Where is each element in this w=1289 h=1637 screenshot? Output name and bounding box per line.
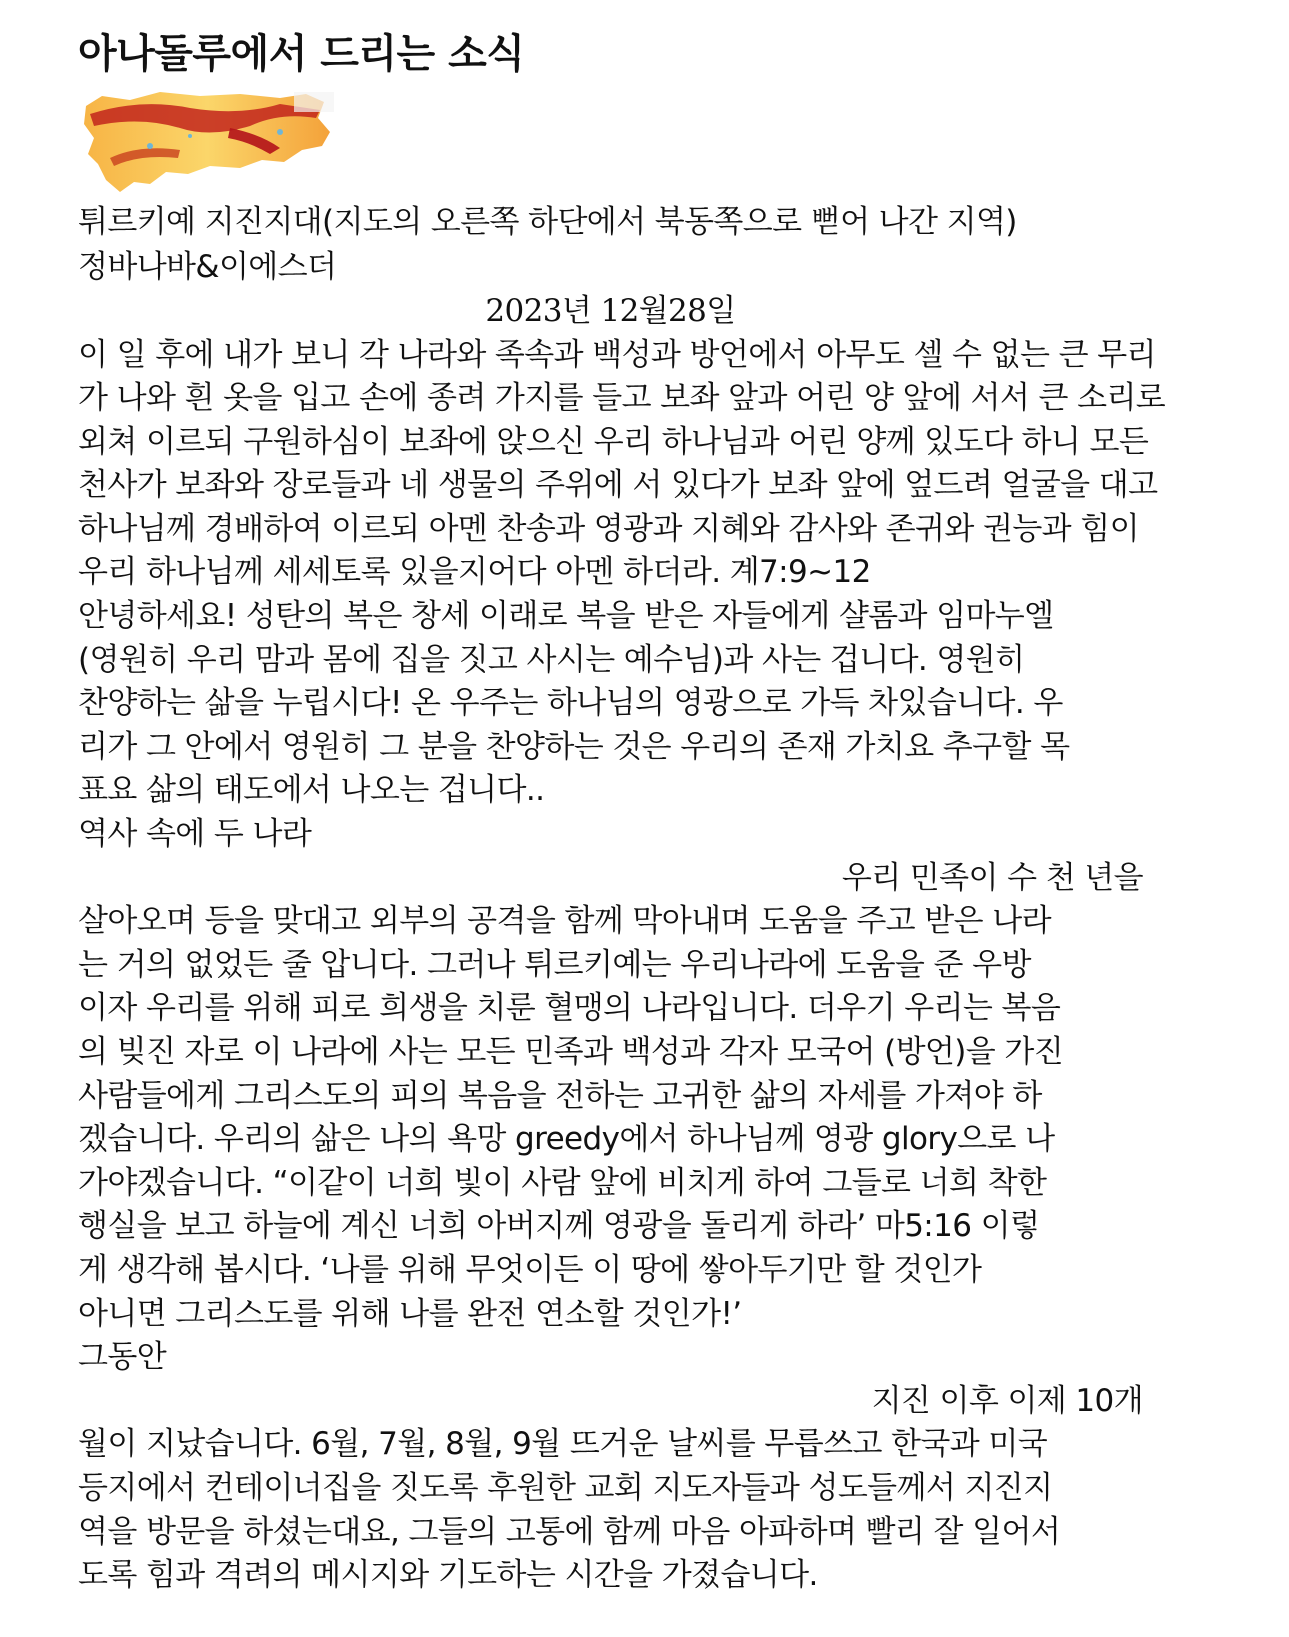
greeting-line: (영원히 우리 맘과 몸에 집을 짓고 사시는 예수님)과 사는 겁니다. 영원히 bbox=[78, 641, 1025, 678]
section-heading: 그동안 bbox=[78, 1339, 167, 1376]
section-line: 게 생각해 봅시다. ‘나를 위해 무엇이든 이 땅에 쌓아두기만 할 것인가 bbox=[78, 1251, 982, 1288]
section-line: 이자 우리를 위해 피로 희생을 치룬 혈맹의 나라입니다. 더우기 우리는 복음 bbox=[78, 990, 1061, 1027]
authors: 정바나바&이에스더 bbox=[78, 248, 337, 285]
section-line: 월이 지났습니다. 6월, 7월, 8월, 9월 뜨거운 날씨를 무릅쓰고 한국과 미국 bbox=[78, 1426, 1048, 1463]
scripture-passage bbox=[78, 334, 1213, 596]
turkey-seismic-map bbox=[80, 88, 338, 198]
section-history bbox=[78, 813, 1213, 1336]
section-line: 겠습니다. 우리의 삶은 나의 욕망 greedy에서 하나님께 영광 glory으로 나 bbox=[78, 1121, 1055, 1158]
scripture-line: 우리 하나님께 세세토록 있을지어다 아멘 하더라. 계7:9~12 bbox=[78, 554, 871, 591]
greeting-line: 표요 삶의 태도에서 나오는 겁니다.. bbox=[78, 772, 545, 809]
section-line: 가야겠습니다. “이같이 너희 빛이 사람 앞에 비치게 하여 그들로 너희 착한 bbox=[78, 1164, 1047, 1201]
section-line: 등지에서 컨테이너집을 짓도록 후원한 교회 지도자들과 성도들께서 지진지 bbox=[78, 1469, 1053, 1506]
section-line: 사람들에게 그리스도의 피의 복음을 전하는 고귀한 삶의 자세를 가져야 하 bbox=[78, 1077, 1042, 1114]
greeting-line: 리가 그 안에서 영원히 그 분을 찬양하는 것은 우리의 존재 가치요 추구할 목 bbox=[78, 728, 1070, 765]
scripture-line: 가 나와 흰 옷을 입고 손에 종려 가지를 들고 보좌 앞과 어린 양 앞에 서서 큰 소리로 bbox=[78, 380, 1166, 417]
section-line: 아니면 그리스도를 위해 나를 완전 연소할 것인가!’ bbox=[78, 1295, 742, 1332]
greeting-line: 안녕하세요! 성탄의 복은 창세 이래로 복을 받은 자들에게 샬롬과 임마누엘 bbox=[78, 598, 1054, 635]
scripture-line: 이 일 후에 내가 보니 각 나라와 족속과 백성과 방언에서 아무도 셀 수 없는 큰 무리 bbox=[78, 336, 1156, 373]
section-line-right: 우리 민족이 수 천 년을 bbox=[841, 859, 1143, 896]
scripture-line: 외쳐 이르되 구원하심이 보좌에 앉으신 우리 하나님과 어린 양께 있도다 하니 모든 bbox=[78, 423, 1149, 460]
letter-date: 2023년 12월28일 bbox=[485, 293, 736, 329]
section-line: 살아오며 등을 맞대고 외부의 공격을 함께 막아내며 도움을 주고 받은 나라 bbox=[78, 903, 1051, 940]
greeting-paragraph bbox=[78, 595, 1213, 813]
section-line: 역을 방문을 하셨는대요, 그들의 고통에 함께 마음 아파하며 빨리 잘 일어서 bbox=[78, 1513, 1061, 1550]
section-meantime bbox=[78, 1336, 1213, 1598]
section-line: 의 빚진 자로 이 나라에 사는 모든 민족과 백성과 각자 모국어 (방언)을 가진 bbox=[78, 1034, 1064, 1070]
section-line: 행실을 보고 하늘에 계신 너희 아버지께 영광을 돌리게 하라’ 마5:16 이렇 bbox=[78, 1208, 1040, 1245]
document bbox=[78, 26, 1213, 1598]
greeting-line: 찬양하는 삶을 누립시다! 온 우주는 하나님의 영광으로 가득 차있습니다. 우 bbox=[78, 685, 1063, 722]
scripture-line: 천사가 보좌와 장로들과 네 생물의 주위에 서 있다가 보좌 앞에 엎드려 얼굴을 대고 bbox=[78, 467, 1158, 504]
scripture-line: 하나님께 경배하여 이르되 아멘 찬송과 영광과 지혜와 감사와 존귀와 권능과 힘이 bbox=[78, 510, 1139, 547]
map-caption: 튀르키예 지진지대(지도의 오른쪽 하단에서 북동쪽으로 뻗어 나간 지역) bbox=[78, 204, 1017, 240]
page-title: 아나돌루에서 드리는 소식 bbox=[78, 31, 525, 77]
section-heading: 역사 속에 두 나라 bbox=[78, 816, 312, 853]
section-line: 는 거의 없었든 줄 압니다. 그러나 튀르키예는 우리나라에 도움을 준 우방 bbox=[78, 946, 1031, 983]
section-line: 도록 힘과 격려의 메시지와 기도하는 시간을 가졌습니다. bbox=[78, 1557, 818, 1594]
section-line-right: 지진 이후 이제 10개 bbox=[871, 1382, 1143, 1419]
